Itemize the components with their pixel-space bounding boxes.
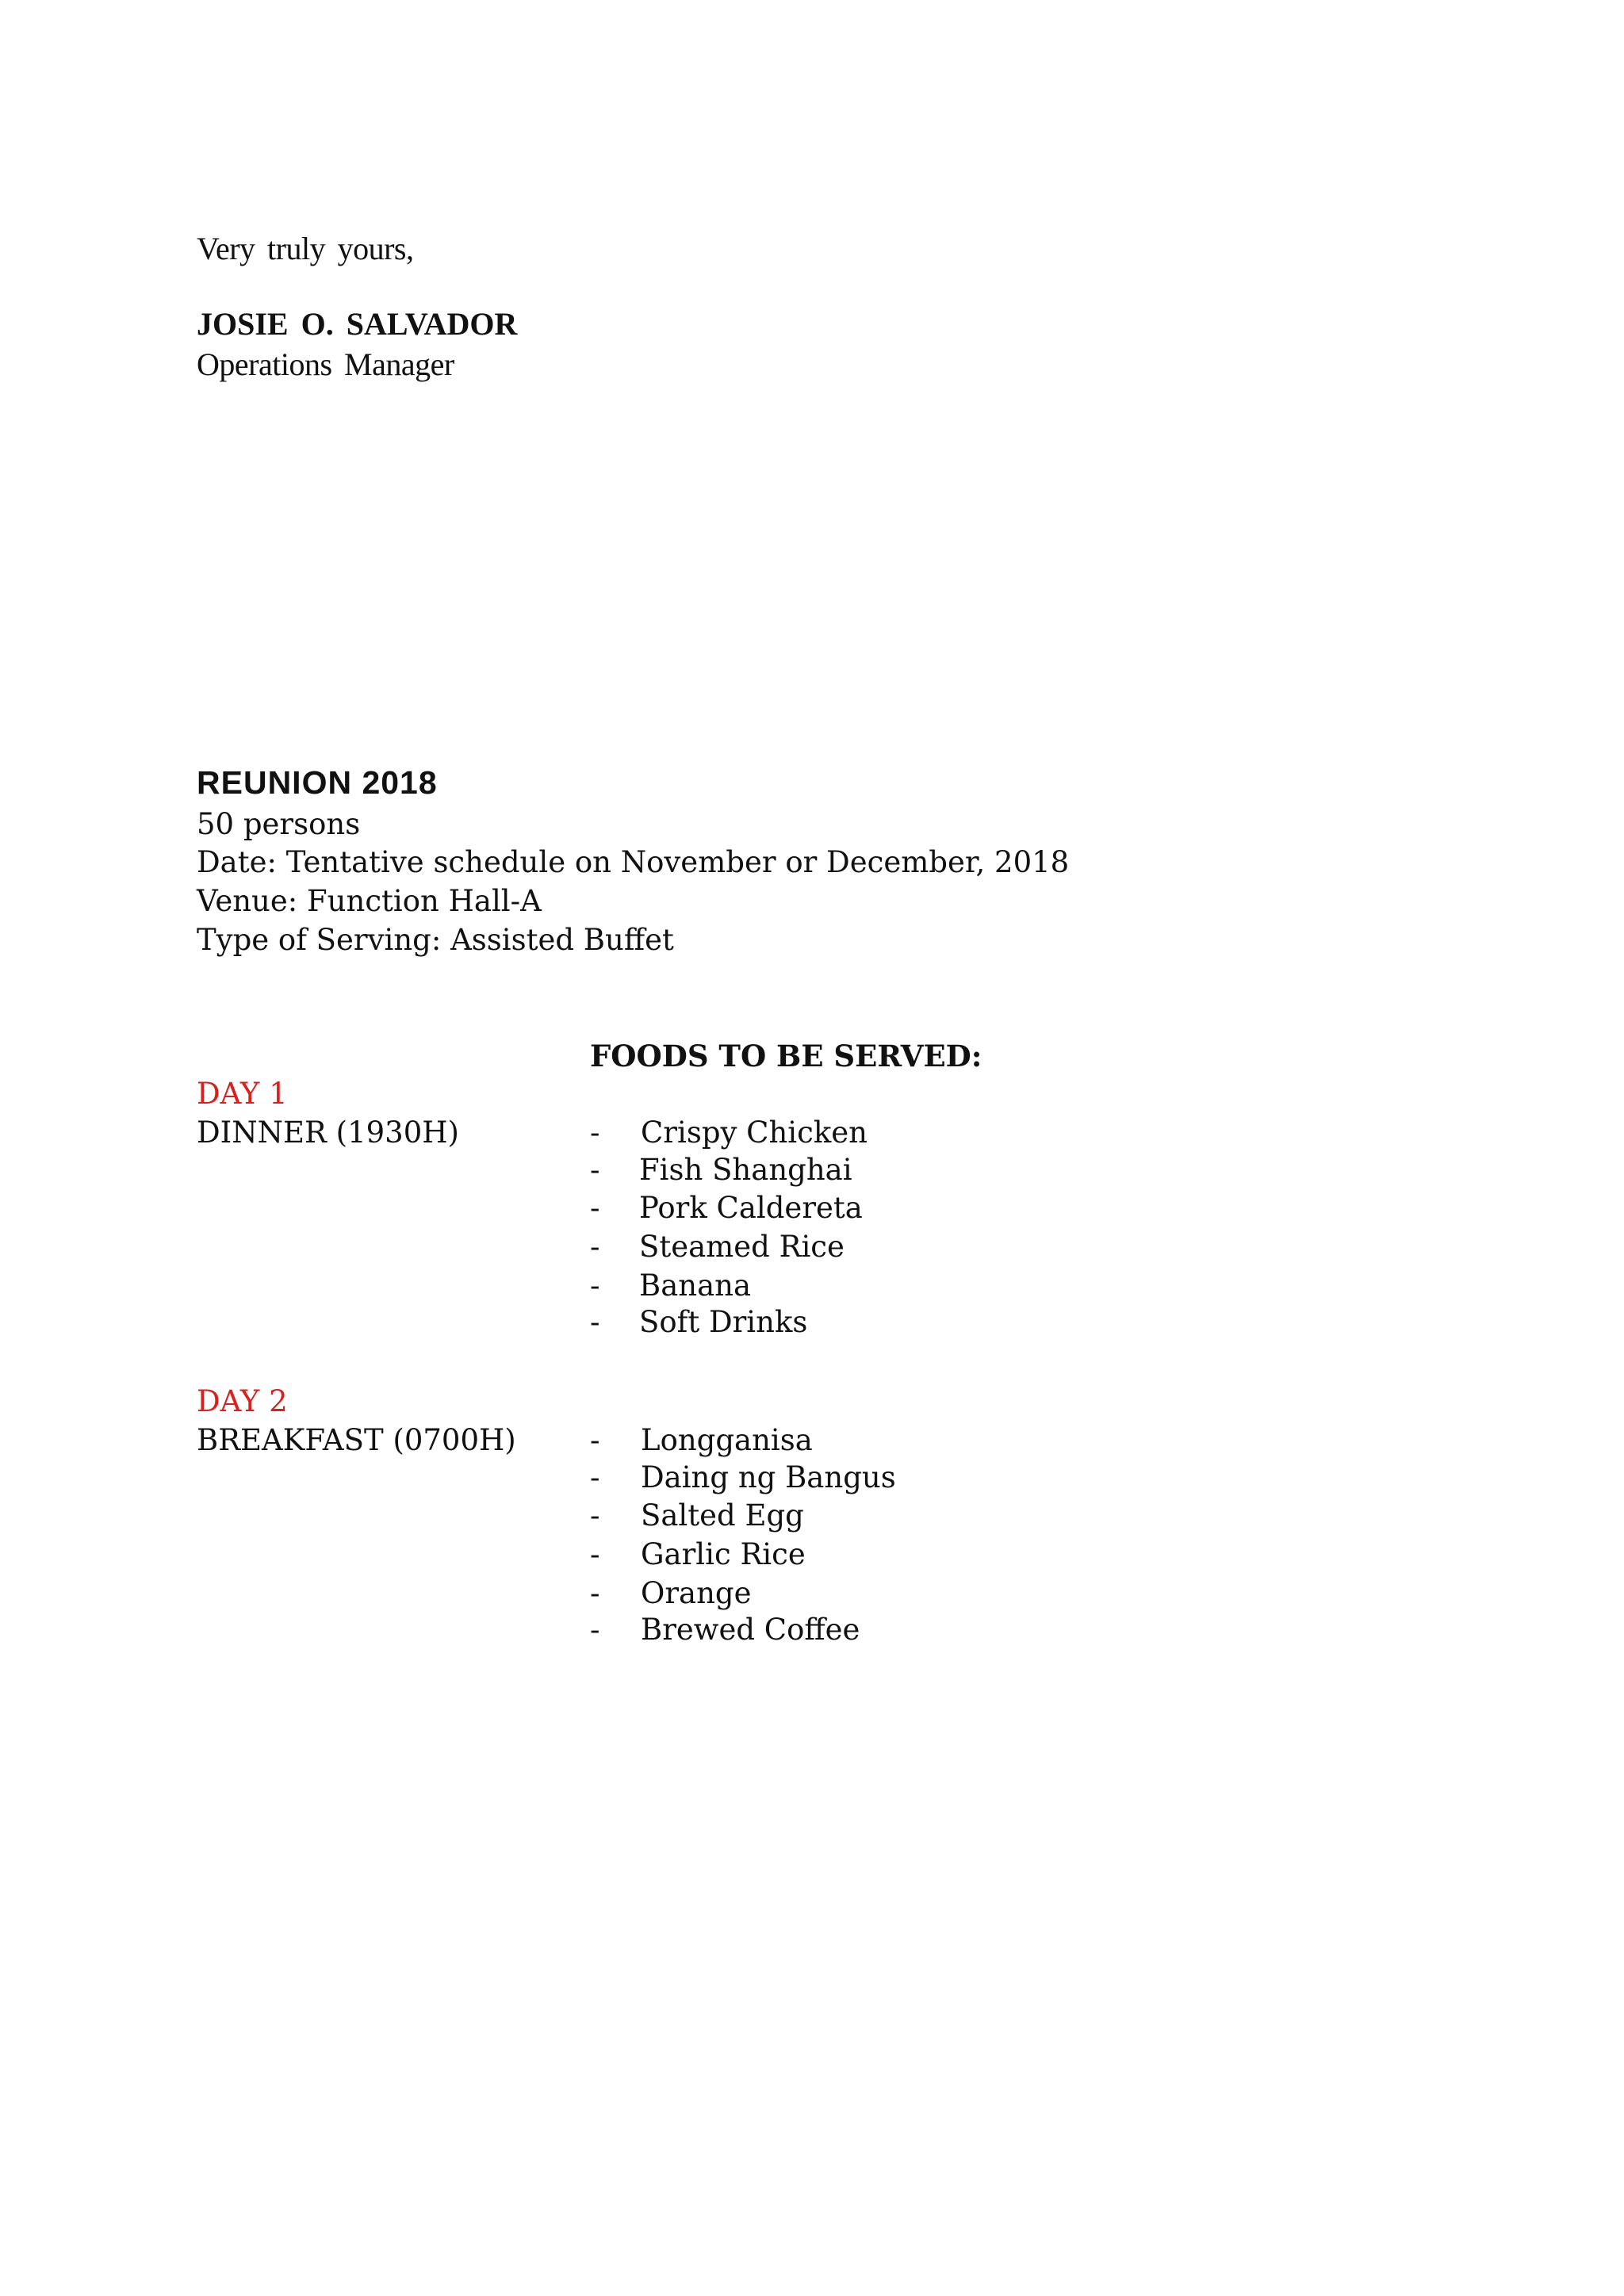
- bullet-dash: -: [590, 1191, 600, 1225]
- day-2-meal: BREAKFAST (0700H): [197, 1423, 516, 1457]
- bullet-dash: -: [590, 1115, 600, 1150]
- bullet-dash: -: [590, 1613, 600, 1647]
- bullet-dash: -: [590, 1153, 600, 1187]
- closing-salutation: Very truly yours,: [197, 231, 414, 266]
- list-item: Longganisa: [641, 1423, 813, 1457]
- event-persons: 50 persons: [197, 807, 361, 841]
- bullet-dash: -: [590, 1460, 600, 1494]
- list-item: Banana: [639, 1269, 752, 1303]
- event-date: Date: Tentative schedule on November or December, 2018: [197, 845, 1070, 879]
- day-1-meal: DINNER (1930H): [197, 1115, 459, 1150]
- bullet-dash: -: [590, 1537, 600, 1571]
- list-item: Orange: [641, 1576, 752, 1610]
- list-item: Garlic Rice: [641, 1537, 806, 1571]
- bullet-dash: -: [590, 1498, 600, 1533]
- list-item: Soft Drinks: [639, 1305, 808, 1339]
- bullet-dash: -: [590, 1269, 600, 1303]
- bullet-dash: -: [590, 1305, 600, 1339]
- bullet-dash: -: [590, 1576, 600, 1610]
- menu-heading: FOODS TO BE SERVED:: [590, 1039, 982, 1073]
- event-title: REUNION 2018: [197, 764, 438, 801]
- bullet-dash: -: [590, 1423, 600, 1457]
- list-item: Daing ng Bangus: [641, 1460, 896, 1494]
- event-serving: Type of Serving: Assisted Buffet: [197, 923, 674, 957]
- signer-title: Operations Manager: [197, 346, 454, 382]
- event-venue: Venue: Function Hall-A: [197, 884, 542, 918]
- bullet-dash: -: [590, 1230, 600, 1264]
- list-item: Salted Egg: [641, 1498, 804, 1533]
- list-item: Brewed Coffee: [641, 1613, 860, 1647]
- list-item: Crispy Chicken: [641, 1115, 868, 1150]
- list-item: Pork Caldereta: [639, 1191, 863, 1225]
- day-2-label: DAY 2: [197, 1384, 288, 1418]
- list-item: Steamed Rice: [639, 1230, 845, 1264]
- signer-name: JOSIE O. SALVADOR: [197, 306, 518, 342]
- day-1-label: DAY 1: [197, 1077, 288, 1111]
- list-item: Fish Shanghai: [639, 1153, 852, 1187]
